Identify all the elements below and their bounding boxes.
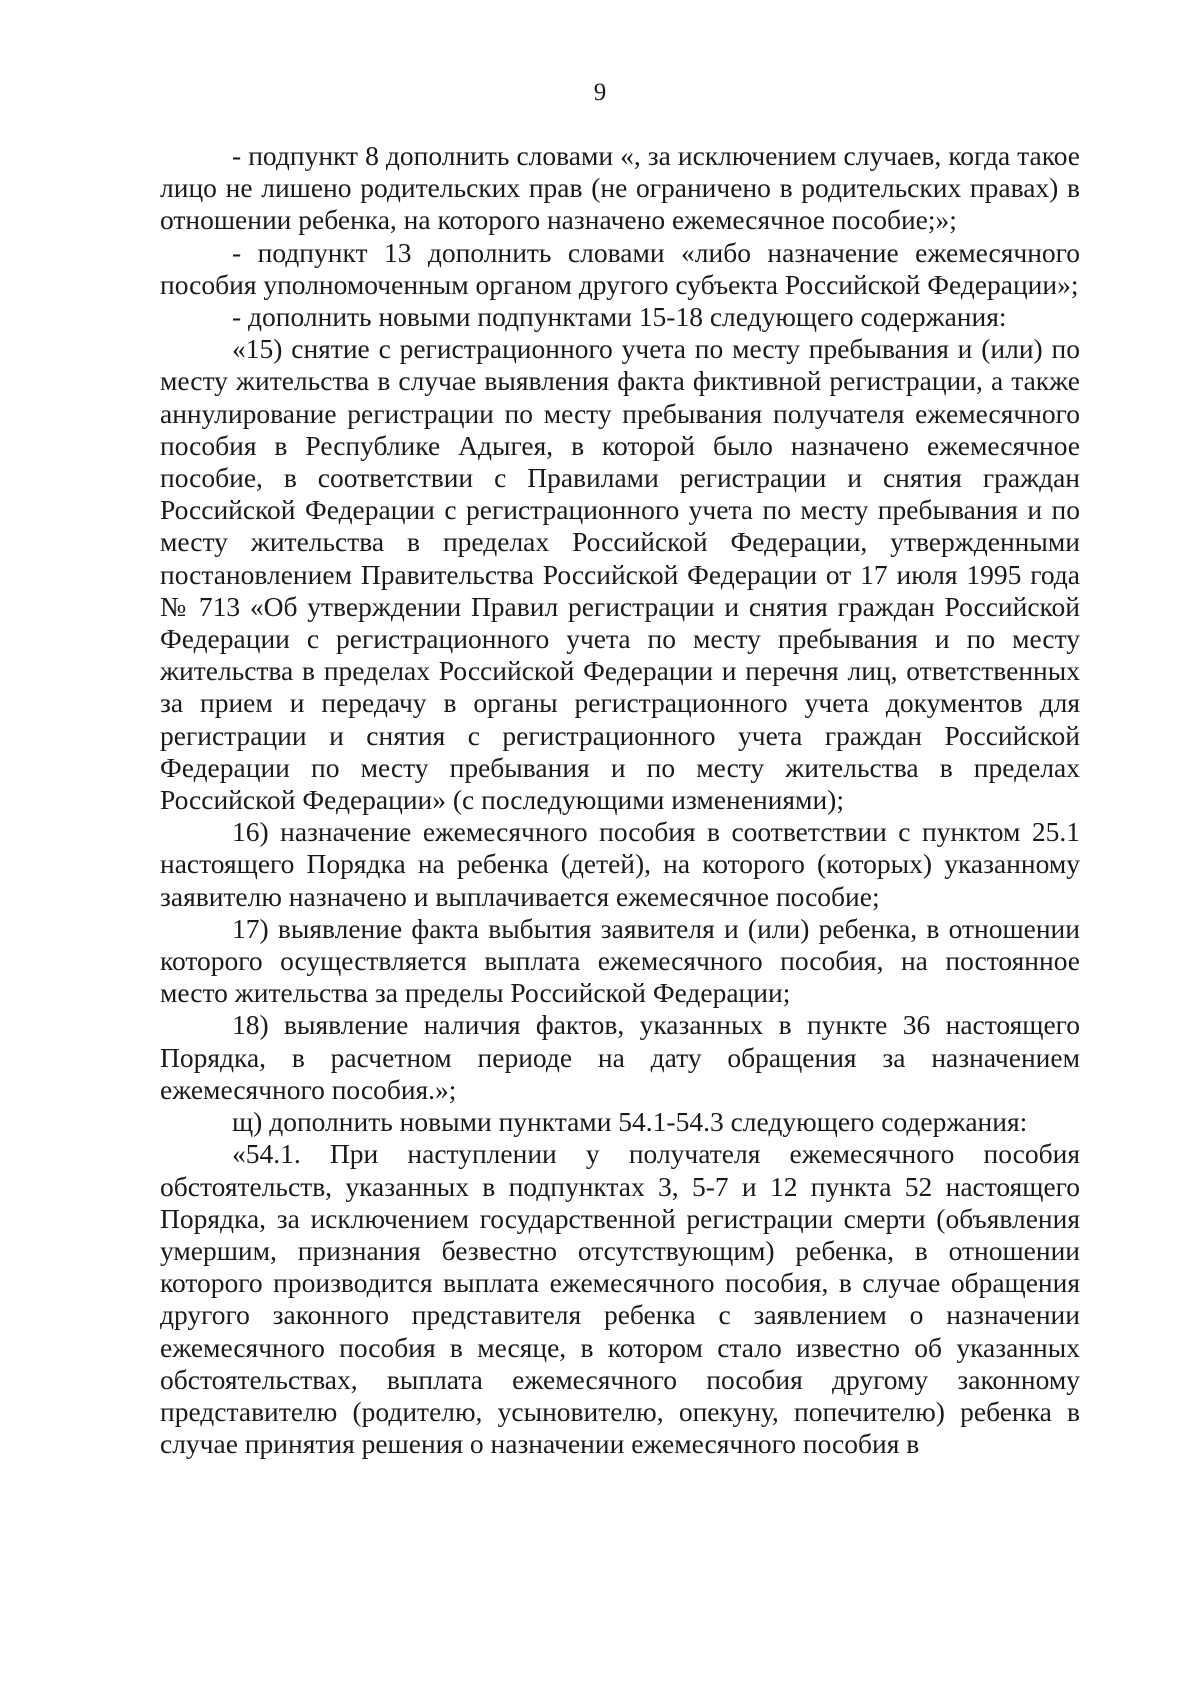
page-number: 9 bbox=[593, 79, 607, 106]
paragraph: «54.1. При наступлении у получателя ежемесячного пособия обстоятельств, указанных в подпунктах 3, 5-7 и 12 пункта 52 настоящего Порядка, за исключением государственной регистрации смерти (объявления умершим, признания безвестно отсутствующим) ребенка, в отношении которого производится выплата ежемесячного пособия, в случае обращения другого законного представителя ребенка с заявлением о назначении ежемесячного пособия в месяце, в котором стало известно об указанных обстоятельствах, выплата ежемесячного пособия другому законному представителю (родителю, усыновителю, опекуну, попечителю) ребенка в случае принятия решения о назначении ежемесячного пособия в bbox=[160, 1138, 1080, 1460]
paragraph: - дополнить новыми подпунктами 15-18 следующего содержания: bbox=[232, 301, 1007, 333]
paragraph: 16) назначение ежемесячного пособия в соответствии с пунктом 25.1 настоящего Порядка на ребенка (детей), на которого (которых) указанному заявителю назначено и выплачивается ежемесячное пособие; bbox=[160, 816, 1080, 912]
paragraph: 17) выявление факта выбытия заявителя и (или) ребенка, в отношении которого осуществляется выплата ежемесячного пособия, на постоянное место жительства за пределы Российской Федерации; bbox=[160, 912, 1080, 1009]
paragraph: - подпункт 13 дополнить словами «либо назначение ежемесячного пособия уполномоченным органом другого субъекта Российской Федерации»; bbox=[160, 236, 1080, 300]
paragraph: «15) снятие с регистрационного учета по месту пребывания и (или) по месту жительства в случае выявления факта фиктивной регистрации, а также аннулирование регистрации по месту пребывания получателя ежемесячного пособия в Республике Адыгея, в которой было назначено ежемесячное пособие, в соответствии с Правилами регистрации и снятия граждан Российской Федерации с регистрационного учета по месту пребывания и по месту жительства в пределах Российской Федерации, утвержденными постановлением Правительства Российской Федерации от 17 июля 1995 года № 713 «Об утверждении Правил регистрации и снятия граждан Российской Федерации с регистрационного учета по месту пребывания и по месту жительства в пределах Российской Федерации и перечня лиц, ответственных за прием и передачу в органы регистрационного учета документов для регистрации и снятия с регистрационного учета граждан Российской Федерации по месту пребывания и по месту жительства в пределах Российской Федерации» (с последующими изменениями); bbox=[160, 333, 1080, 816]
paragraph: 18) выявление наличия фактов, указанных в пункте 36 настоящего Порядка, в расчетном периоде на дату обращения за назначением ежемесячного пособия.»; bbox=[160, 1009, 1080, 1105]
document-body bbox=[160, 140, 1080, 1460]
paragraph: - подпункт 8 дополнить словами «, за исключением случаев, когда такое лицо не лишено родительских прав (не ограничено в родительских правах) в отношении ребенка, на которого назначено ежемесячное пособие;»; bbox=[160, 140, 1080, 236]
paragraph: щ) дополнить новыми пунктами 54.1-54.3 следующего содержания: bbox=[232, 1106, 1028, 1138]
